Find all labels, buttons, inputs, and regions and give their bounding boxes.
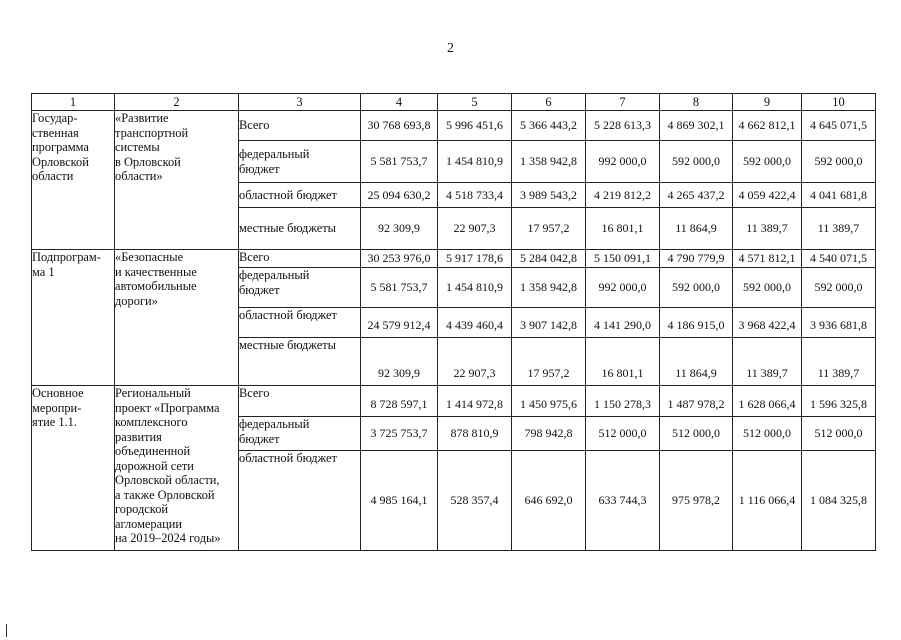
scan-edge-mark (6, 624, 7, 637)
value-cell: 1 450 975,6 (512, 386, 586, 417)
program-level-cell: Подпрограм- ма 1 (32, 250, 115, 386)
value-cell: 512 000,0 (660, 417, 733, 451)
value-cell: 4 540 071,5 (802, 250, 876, 268)
value-cell: 30 768 693,8 (361, 111, 438, 141)
value-cell: 1 596 325,8 (802, 386, 876, 417)
value-cell: 4 265 437,2 (660, 183, 733, 208)
table-row (32, 111, 876, 141)
page-number: 2 (447, 41, 454, 56)
value-cell: 528 357,4 (438, 451, 512, 551)
funding-source-cell: федеральный бюджет (239, 268, 361, 308)
value-cell: 16 801,1 (586, 208, 660, 250)
value-cell: 512 000,0 (802, 417, 876, 451)
value-cell: 4 869 302,1 (660, 111, 733, 141)
value-cell: 1 414 972,8 (438, 386, 512, 417)
value-cell: 3 725 753,7 (361, 417, 438, 451)
funding-source-cell: местные бюджеты (239, 208, 361, 250)
value-cell: 798 942,8 (512, 417, 586, 451)
value-cell: 4 141 290,0 (586, 308, 660, 338)
value-cell: 512 000,0 (733, 417, 802, 451)
value-cell: 5 917 178,6 (438, 250, 512, 268)
value-cell: 5 996 451,6 (438, 111, 512, 141)
funding-source-cell: федеральный бюджет (239, 141, 361, 183)
value-cell: 1 628 066,4 (733, 386, 802, 417)
column-header: 3 (239, 94, 361, 111)
table-row (32, 250, 876, 268)
column-header: 1 (32, 94, 115, 111)
program-name-cell: Региональный проект «Программа комплексного развития объединенной дорожной сети Орловской области, а также Орловской городской агломерации на 2019–2024 годы» (115, 386, 239, 551)
column-header: 5 (438, 94, 512, 111)
value-cell: 4 662 812,1 (733, 111, 802, 141)
value-cell: 4 439 460,4 (438, 308, 512, 338)
column-header: 4 (361, 94, 438, 111)
table-row (32, 386, 876, 417)
value-cell: 5 366 443,2 (512, 111, 586, 141)
value-cell: 25 094 630,2 (361, 183, 438, 208)
value-cell: 5 581 753,7 (361, 268, 438, 308)
value-cell: 5 581 753,7 (361, 141, 438, 183)
column-header: 7 (586, 94, 660, 111)
funding-source-cell: областной бюджет (239, 183, 361, 208)
value-cell: 4 219 812,2 (586, 183, 660, 208)
program-level-cell: Государ- ственная программа Орловской области (32, 111, 115, 250)
value-cell: 3 989 543,2 (512, 183, 586, 208)
value-cell: 592 000,0 (802, 141, 876, 183)
value-cell: 592 000,0 (733, 141, 802, 183)
value-cell: 878 810,9 (438, 417, 512, 451)
value-cell: 1 454 810,9 (438, 141, 512, 183)
value-cell: 4 059 422,4 (733, 183, 802, 208)
budget-table (31, 93, 876, 551)
value-cell: 17 957,2 (512, 208, 586, 250)
funding-source-cell: Всего (239, 386, 361, 417)
value-cell: 646 692,0 (512, 451, 586, 551)
value-cell: 3 936 681,8 (802, 308, 876, 338)
value-cell: 5 284 042,8 (512, 250, 586, 268)
value-cell: 592 000,0 (733, 268, 802, 308)
value-cell: 1 084 325,8 (802, 451, 876, 551)
value-cell: 11 389,7 (733, 208, 802, 250)
value-cell: 3 907 142,8 (512, 308, 586, 338)
value-cell: 11 864,9 (660, 338, 733, 386)
program-name-cell: «Развитие транспортной системы в Орловской области» (115, 111, 239, 250)
value-cell: 16 801,1 (586, 338, 660, 386)
column-header: 9 (733, 94, 802, 111)
value-cell: 24 579 912,4 (361, 308, 438, 338)
value-cell: 17 957,2 (512, 338, 586, 386)
value-cell: 975 978,2 (660, 451, 733, 551)
value-cell: 11 389,7 (733, 338, 802, 386)
value-cell: 992 000,0 (586, 141, 660, 183)
value-cell: 4 571 812,1 (733, 250, 802, 268)
funding-source-cell: областной бюджет (239, 451, 361, 551)
program-level-cell: Основное меропри- ятие 1.1. (32, 386, 115, 551)
header-row (32, 94, 876, 111)
value-cell: 92 309,9 (361, 338, 438, 386)
column-header: 8 (660, 94, 733, 111)
value-cell: 592 000,0 (660, 268, 733, 308)
value-cell: 5 150 091,1 (586, 250, 660, 268)
value-cell: 4 041 681,8 (802, 183, 876, 208)
value-cell: 1 358 942,8 (512, 141, 586, 183)
value-cell: 11 389,7 (802, 338, 876, 386)
value-cell: 1 487 978,2 (660, 386, 733, 417)
value-cell: 22 907,3 (438, 208, 512, 250)
value-cell: 633 744,3 (586, 451, 660, 551)
column-header: 10 (802, 94, 876, 111)
program-name-cell: «Безопасные и качественные автомобильные дороги» (115, 250, 239, 386)
value-cell: 92 309,9 (361, 208, 438, 250)
value-cell: 1 454 810,9 (438, 268, 512, 308)
value-cell: 4 790 779,9 (660, 250, 733, 268)
value-cell: 1 116 066,4 (733, 451, 802, 551)
value-cell: 3 968 422,4 (733, 308, 802, 338)
value-cell: 592 000,0 (802, 268, 876, 308)
value-cell: 4 186 915,0 (660, 308, 733, 338)
value-cell: 11 389,7 (802, 208, 876, 250)
value-cell: 11 864,9 (660, 208, 733, 250)
value-cell: 22 907,3 (438, 338, 512, 386)
value-cell: 4 518 733,4 (438, 183, 512, 208)
column-header: 2 (115, 94, 239, 111)
column-header: 6 (512, 94, 586, 111)
value-cell: 8 728 597,1 (361, 386, 438, 417)
value-cell: 992 000,0 (586, 268, 660, 308)
value-cell: 592 000,0 (660, 141, 733, 183)
funding-source-cell: областной бюджет (239, 308, 361, 338)
funding-source-cell: Всего (239, 250, 361, 268)
value-cell: 5 228 613,3 (586, 111, 660, 141)
funding-source-cell: федеральный бюджет (239, 417, 361, 451)
value-cell: 1 358 942,8 (512, 268, 586, 308)
value-cell: 4 985 164,1 (361, 451, 438, 551)
value-cell: 1 150 278,3 (586, 386, 660, 417)
value-cell: 4 645 071,5 (802, 111, 876, 141)
value-cell: 30 253 976,0 (361, 250, 438, 268)
value-cell: 512 000,0 (586, 417, 660, 451)
funding-source-cell: местные бюджеты (239, 338, 361, 386)
funding-source-cell: Всего (239, 111, 361, 141)
